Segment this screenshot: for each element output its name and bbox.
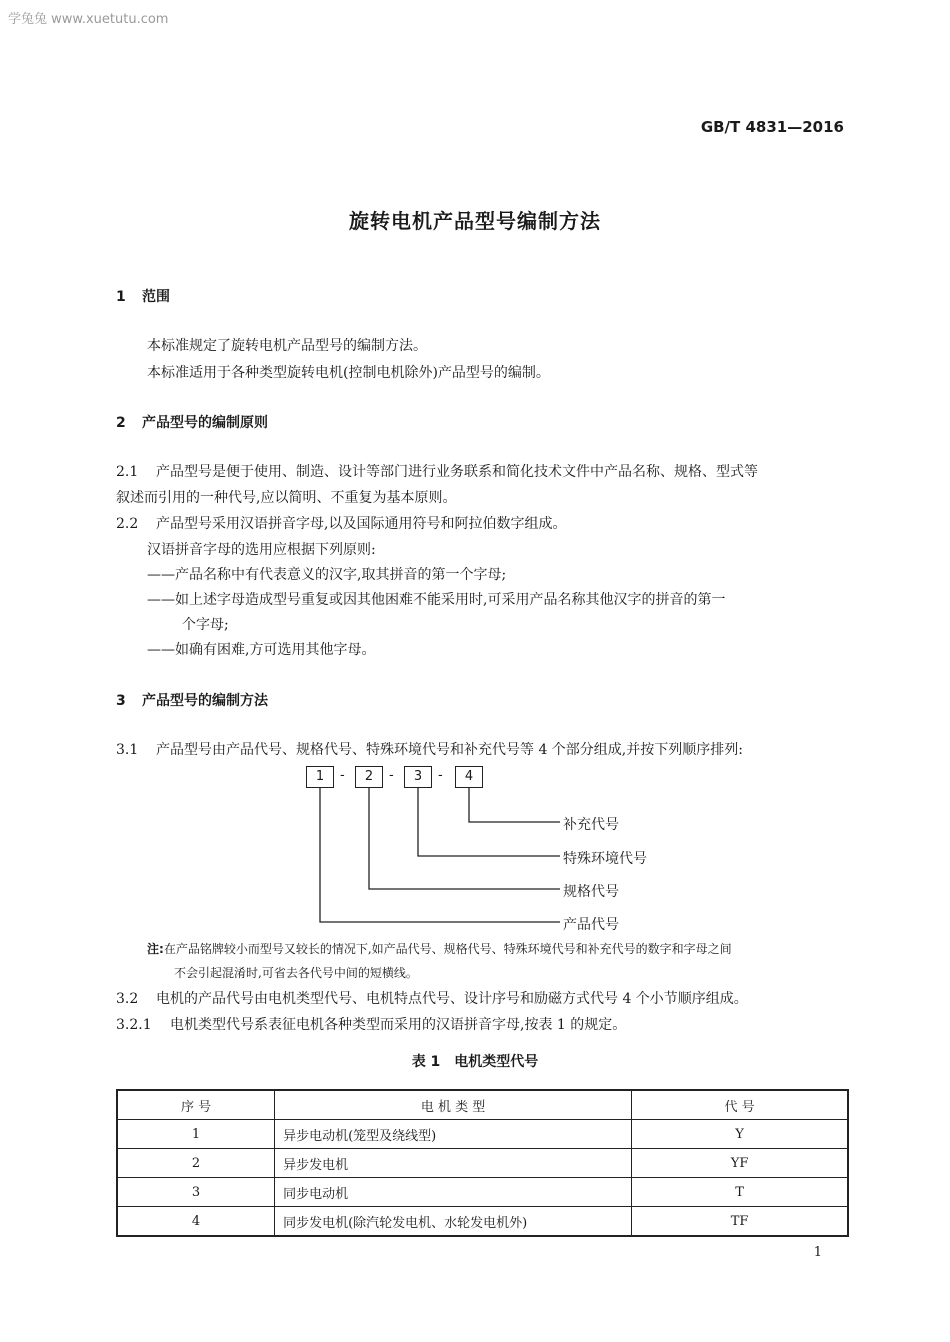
standard-number: GB/T 4831—2016: [700, 118, 844, 136]
label-special-environment-code: 特殊环境代号: [563, 851, 647, 867]
code-box-4: 4: [455, 766, 483, 788]
label-specification-code: 规格代号: [563, 884, 619, 900]
clause-number: 2.2: [116, 516, 139, 532]
cell-code: Y: [632, 1120, 848, 1149]
separator-dash: -: [438, 768, 443, 783]
note-text: 在产品铭牌较小而型号又较长的情况下,如产品代号、规格代号、特殊环境代号和补充代号的数字和字母之间: [163, 942, 732, 956]
section-title: 范围: [142, 289, 170, 305]
page-title: 旋转电机产品型号编制方法: [349, 209, 601, 233]
clause-text: 电机类型代号系表征电机各种类型而采用的汉语拼音字母,按表 1 的规定。: [170, 1017, 627, 1033]
table-caption: 表 1 电机类型代号: [411, 1054, 539, 1070]
table-row: [117, 1120, 848, 1149]
cell-motor-type: 同步发电机(除汽轮发电机、水轮发电机外): [275, 1207, 632, 1237]
separator-dash: -: [340, 768, 345, 783]
cell-serial-no: 1: [117, 1120, 275, 1149]
header-code: 代 号: [632, 1090, 848, 1120]
cell-serial-no: 3: [117, 1178, 275, 1207]
clause-3-2-1: [116, 1014, 626, 1034]
note: [147, 940, 732, 957]
motor-type-code-table: [116, 1089, 849, 1237]
clause-number: 3.2: [116, 991, 139, 1007]
table-row: [117, 1207, 848, 1237]
clause-text: 电机的产品代号由电机类型代号、电机特点代号、设计序号和励磁方式代号 4 个小节顺序组成。: [156, 991, 748, 1007]
connector-line: [369, 788, 560, 889]
cell-serial-no: 2: [117, 1149, 275, 1178]
cell-code: T: [632, 1178, 848, 1207]
section-title: 产品型号的编制原则: [142, 415, 268, 431]
code-box-3: 3: [404, 766, 432, 788]
table-row: [117, 1178, 848, 1207]
list-item: ——如确有困难,方可选用其他字母。: [147, 642, 376, 658]
code-box-1: 1: [306, 766, 334, 788]
list-item: ——如上述字母造成型号重复或因其他困难不能采用时,可采用产品名称其他汉字的拼音的第一: [147, 592, 726, 608]
section-number: 2: [116, 415, 126, 431]
note-label: 注:: [147, 942, 164, 956]
header-serial-no: 序 号: [117, 1090, 275, 1120]
section-title: 产品型号的编制方法: [142, 693, 268, 709]
header-motor-type: 电 机 类 型: [275, 1090, 632, 1120]
connector-line: [320, 788, 560, 922]
clause-number: 2.1: [116, 464, 139, 480]
note-text-continued: 不会引起混淆时,可省去各代号中间的短横线。: [174, 966, 418, 980]
separator-dash: -: [389, 768, 394, 783]
code-box-2: 2: [355, 766, 383, 788]
paragraph: 本标准规定了旋转电机产品型号的编制方法。: [147, 338, 427, 354]
label-supplementary-code: 补充代号: [563, 817, 619, 833]
clause-3-2: [116, 988, 748, 1008]
label-product-code: 产品代号: [563, 917, 619, 933]
clause-number: 3.1: [116, 742, 139, 758]
page-number: 1: [813, 1245, 822, 1260]
cell-motor-type: 异步电动机(笼型及绕线型): [275, 1120, 632, 1149]
paragraph: 本标准适用于各种类型旋转电机(控制电机除外)产品型号的编制。: [147, 365, 550, 381]
cell-code: TF: [632, 1207, 848, 1237]
clause-text: 产品型号由产品代号、规格代号、特殊环境代号和补充代号等 4 个部分组成,并按下列顺序排列:: [156, 742, 743, 758]
cell-motor-type: 同步电动机: [275, 1178, 632, 1207]
clause-text-continued: 叙述而引用的一种代号,应以简明、不重复为基本原则。: [116, 490, 457, 506]
list-item: ——产品名称中有代表意义的汉字,取其拼音的第一个字母;: [147, 567, 507, 583]
clause-text: 产品型号采用汉语拼音字母,以及国际通用符号和阿拉伯数字组成。: [156, 516, 567, 532]
section-number: 3: [116, 693, 126, 709]
section-number: 1: [116, 289, 126, 305]
clause-text: 产品型号是便于使用、制造、设计等部门进行业务联系和简化技术文件中产品名称、规格、型式等: [156, 464, 758, 480]
table-row: [117, 1149, 848, 1178]
paragraph: 汉语拼音字母的选用应根据下列原则:: [147, 542, 376, 558]
table-header-row: [117, 1090, 848, 1120]
cell-motor-type: 异步发电机: [275, 1149, 632, 1178]
list-item-continued: 个字母;: [182, 617, 229, 633]
cell-serial-no: 4: [117, 1207, 275, 1237]
clause-number: 3.2.1: [116, 1017, 152, 1033]
cell-code: YF: [632, 1149, 848, 1178]
connector-line: [469, 788, 560, 822]
watermark: 学兔兔 www.xuetutu.com: [8, 12, 169, 27]
